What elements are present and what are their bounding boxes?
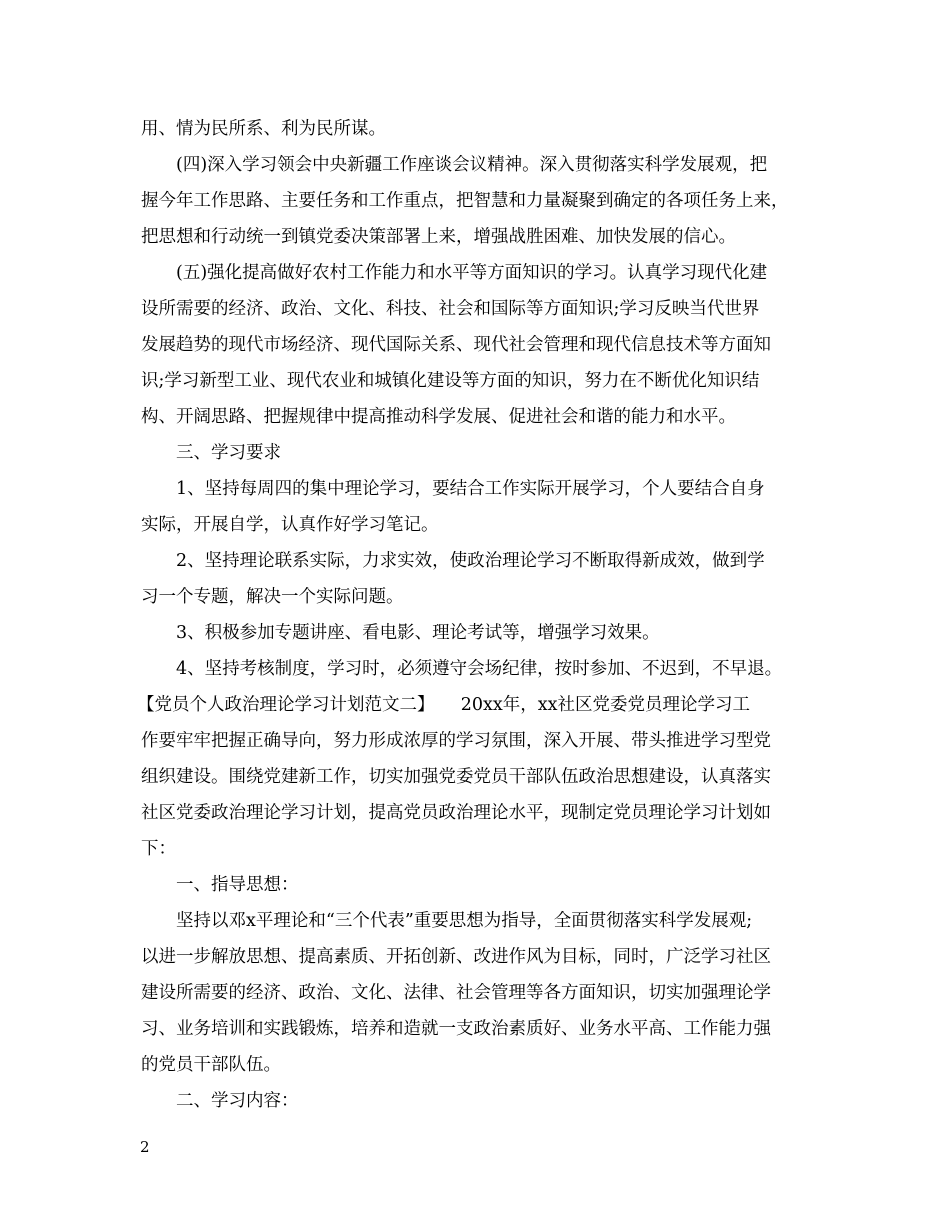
- text-line: 习一个专题，解决一个实际问题。: [141, 587, 404, 607]
- text-line: 以进一步解放思想、提高素质、开拓创新、改进作风为目标，同时，广泛学习社区: [141, 947, 771, 967]
- text-line: 发展趋势的现代市场经济、现代国际关系、现代社会管理和现代信息技术等方面知: [141, 335, 771, 355]
- section-heading: 一、指导思想：: [176, 875, 299, 895]
- text-line: 作要牢牢把握正确导向，努力形成浓厚的学习氛围，深入开展、带头推进学习型党: [141, 731, 771, 751]
- text-line: 1、坚持每周四的集中理论学习，要结合工作实际开展学习，个人要结合自身: [176, 479, 765, 499]
- text-line: 识;学习新型工业、现代农业和城镇化建设等方面的知识，努力在不断优化知识结: [141, 371, 760, 391]
- text-line: 3、积极参加专题讲座、看电影、理论考试等，增强学习效果。: [176, 623, 660, 643]
- text-line: (五)强化提高做好农村工作能力和水平等方面知识的学习。认真学习现代化建: [176, 263, 768, 283]
- section-heading: 三、学习要求: [176, 443, 281, 463]
- text-line: 设所需要的经济、政治、文化、科技、社会和国际等方面知识;学习反映当代世界: [141, 299, 760, 319]
- section-heading: 二、学习内容：: [176, 1091, 299, 1111]
- text-line: 2、坚持理论联系实际，力求实效，使政治理论学习不断取得新成效，做到学: [176, 551, 765, 571]
- text-line: 把思想和行动统一到镇党委决策部署上来，增强战胜困难、加快发展的信心。: [141, 227, 736, 247]
- text-line: 建设所需要的经济、政治、文化、法律、社会管理等各方面知识，切实加强理论学: [141, 983, 771, 1003]
- text-line: 的党员干部队伍。: [141, 1055, 281, 1075]
- text-line: 习、业务培训和实践锻炼，培养和造就一支政治素质好、业务水平高、工作能力强: [141, 1019, 771, 1039]
- text-line: 4、坚持考核制度，学习时，必须遵守会场纪律，按时参加、不迟到，不早退。: [176, 659, 783, 679]
- text-line: 构、开阔思路、把握规律中提高推动科学发展、促进社会和谐的能力和水平。: [141, 407, 736, 427]
- text-line: 【党员个人政治理论学习计划范文二】 20xx年，xx社区党委党员理论学习工: [137, 695, 750, 715]
- text-line: 用、情为民所系、利为民所谋。: [141, 119, 386, 139]
- text-line: 下：: [141, 839, 176, 859]
- text-line: (四)深入学习领会中央新疆工作座谈会议精神。深入贯彻落实科学发展观，把: [176, 155, 768, 175]
- text-line: 实际，开展自学，认真作好学习笔记。: [141, 515, 439, 535]
- text-line: 社区党委政治理论学习计划，提高党员政治理论水平，现制定党员理论学习计划如: [141, 803, 771, 823]
- text-line: 组织建设。围绕党建新工作，切实加强党委党员干部队伍政治思想建设，认真落实: [141, 767, 771, 787]
- text-line: 坚持以邓x平理论和“三个代表”重要思想为指导，全面贯彻落实科学发展观;: [176, 911, 753, 931]
- text-line: 握今年工作思路、主要任务和工作重点，把智慧和力量凝聚到确定的各项任务上来，: [141, 191, 789, 211]
- page-number: 2: [140, 1138, 150, 1156]
